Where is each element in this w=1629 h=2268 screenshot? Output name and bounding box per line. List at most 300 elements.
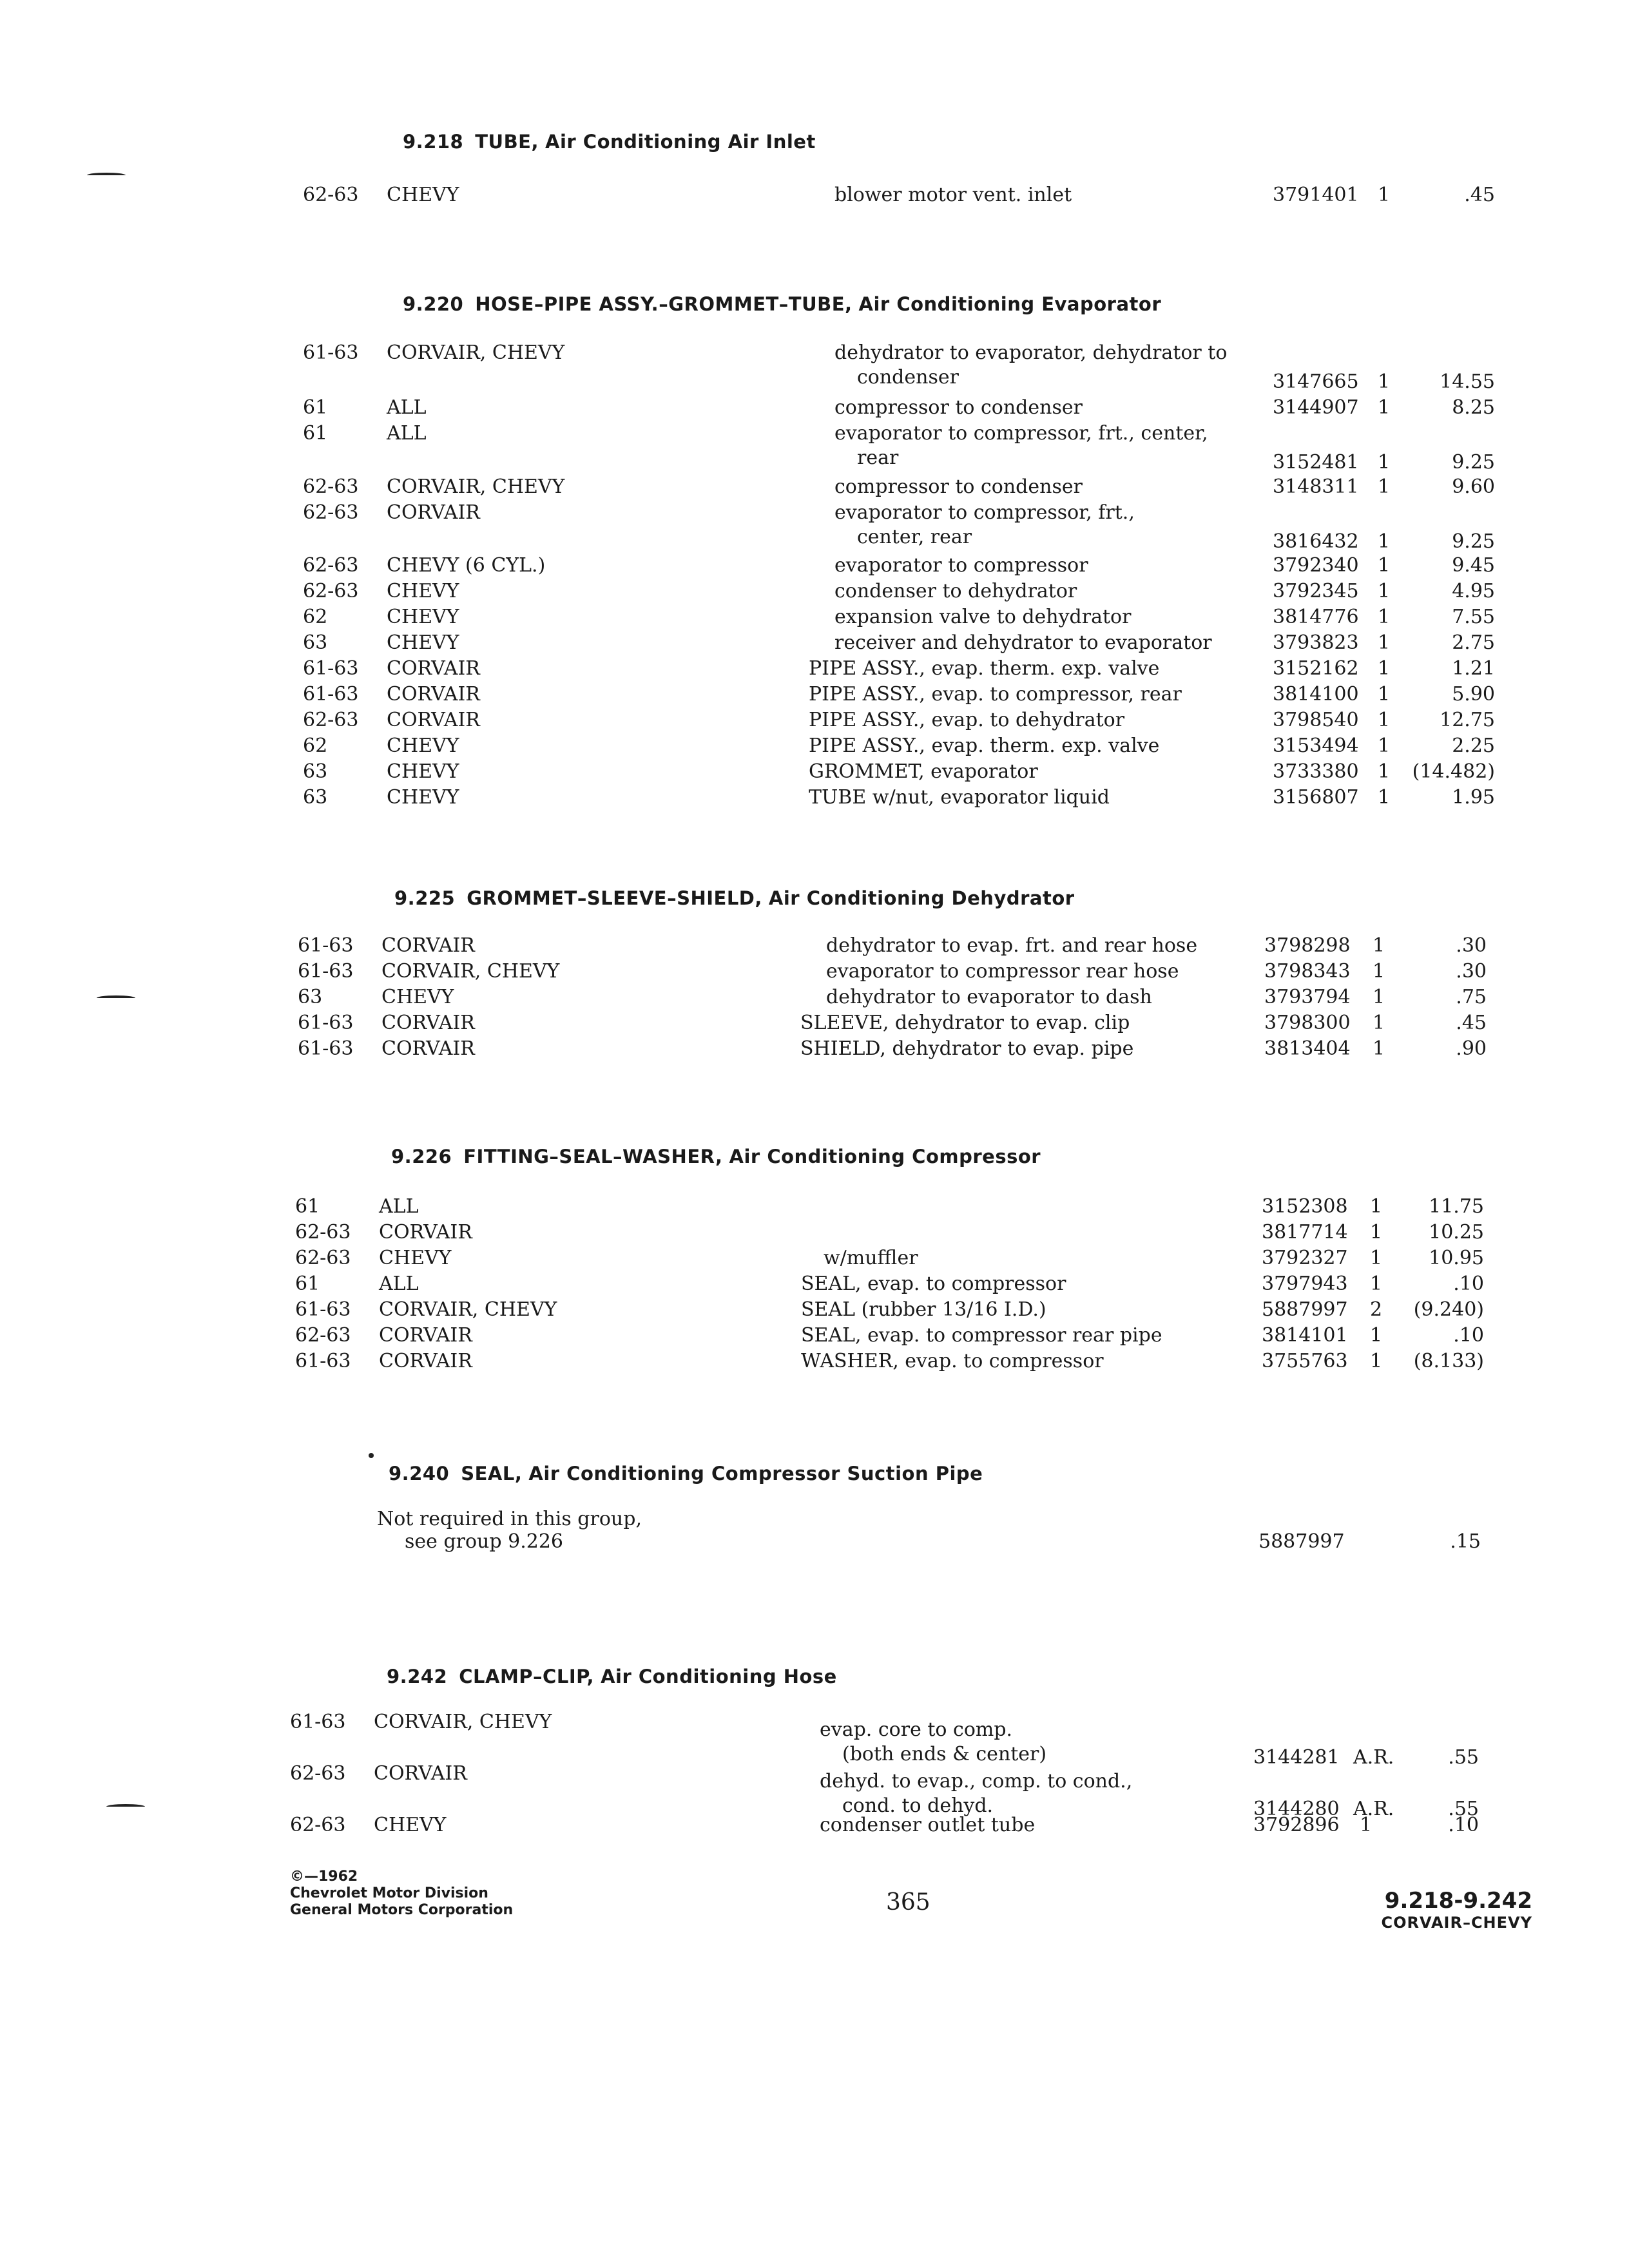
leader-dots	[491, 1012, 755, 1037]
price-cell: 8.25	[1452, 396, 1495, 419]
years-cell: 63	[303, 786, 328, 809]
quantity-cell: 1	[1378, 606, 1391, 628]
leader-dots	[461, 760, 757, 786]
model-cell: CORVAIR	[381, 1037, 475, 1060]
years-cell: 61-63	[303, 341, 359, 364]
description-cell: WASHER, evap. to compressor	[801, 1350, 1104, 1372]
leader-dots	[1083, 580, 1253, 606]
group-subtitle: Air Conditioning Compressor Suction Pipe	[528, 1463, 983, 1485]
description-cell: blower motor vent. inlet	[834, 184, 1072, 206]
years-cell: 62-63	[290, 1762, 346, 1785]
model-cell: CORVAIR	[374, 1762, 467, 1785]
part-number-cell: 3148311	[1273, 476, 1359, 498]
division-text: Chevrolet Motor Division	[290, 1885, 488, 1901]
part-number-cell: 3791401	[1273, 184, 1359, 206]
leader-dots	[456, 986, 755, 1012]
description-continuation: (both ends & center)	[842, 1743, 1047, 1765]
leader-dots	[461, 580, 757, 606]
table-row	[303, 683, 1495, 709]
leader-dots	[596, 476, 757, 501]
price-cell: .30	[1456, 960, 1487, 983]
group-number: 9.225	[394, 887, 456, 909]
leader-dots	[1083, 554, 1253, 580]
table-row	[303, 476, 1495, 501]
leader-dots	[488, 1221, 753, 1247]
leader-dots	[807, 1195, 1246, 1221]
group-number: 9.220	[403, 293, 464, 315]
leader-dots	[461, 786, 757, 812]
model-cell: CHEVY	[381, 986, 454, 1008]
margin-mark	[106, 1804, 145, 1809]
years-cell: 61-63	[298, 1012, 354, 1034]
description-continuation: condenser	[857, 366, 959, 389]
quantity-cell: 1	[1378, 580, 1391, 602]
leader-dots	[1157, 786, 1253, 812]
part-number-cell: 3144907	[1273, 396, 1359, 419]
group-title: SEAL,	[461, 1463, 523, 1485]
copyright-text: ©—1962	[290, 1869, 358, 1885]
table-row	[303, 657, 1495, 683]
price-cell: 4.95	[1452, 580, 1495, 602]
model-cell: CORVAIR, CHEVY	[387, 476, 565, 498]
quantity-cell: A.R.	[1353, 1798, 1394, 1820]
model-cell: CHEVY	[387, 735, 459, 757]
corporation-text: General Motors Corporation	[290, 1902, 514, 1918]
leader-dots	[1173, 709, 1253, 735]
leader-dots	[569, 1530, 753, 1556]
model-cell: CHEVY	[387, 606, 459, 628]
leader-dots	[1157, 606, 1253, 631]
group-heading	[389, 1463, 983, 1485]
years-cell: 62	[303, 735, 328, 757]
table-row	[298, 934, 1490, 960]
leader-dots	[432, 422, 757, 448]
table-row	[303, 735, 1495, 760]
table-row	[303, 422, 1495, 474]
leader-dots	[590, 554, 757, 580]
leader-dots	[1092, 184, 1253, 209]
description-cell: compressor to condenser	[834, 476, 1083, 498]
table-row	[303, 184, 1495, 209]
years-cell: 62-63	[303, 554, 359, 577]
table-row	[303, 709, 1495, 735]
description-cell: dehydrator to evaporator, dehydrator to	[834, 341, 1228, 364]
model-cell: CORVAIR, CHEVY	[374, 1711, 552, 1733]
description-continuation: rear	[857, 447, 899, 469]
years-cell: 63	[303, 631, 328, 654]
leader-dots	[588, 1298, 753, 1324]
leader-dots	[1047, 1814, 1244, 1840]
description-cell: SHIELD, dehydrator to evap. pipe	[800, 1037, 1134, 1060]
quantity-cell: 1	[1378, 530, 1391, 553]
quantity-cell: 1	[1378, 657, 1391, 680]
table-row	[303, 786, 1495, 812]
model-cell: CORVAIR, CHEVY	[387, 341, 565, 364]
table-row	[295, 1298, 1487, 1324]
group-title: FITTING–SEAL–WASHER,	[463, 1146, 723, 1168]
leader-dots	[992, 526, 1253, 552]
description-cell: condenser to dehydrator	[834, 580, 1077, 602]
table-row	[298, 1037, 1490, 1063]
table-row	[295, 1247, 1487, 1273]
quantity-cell: 1	[1378, 735, 1391, 757]
leader-dots	[496, 501, 757, 527]
model-cell: CHEVY	[387, 580, 459, 602]
part-number-cell: 3814101	[1262, 1324, 1348, 1347]
model-cell: CHEVY	[379, 1247, 452, 1269]
price-cell: 9.25	[1452, 451, 1495, 474]
table-row	[295, 1273, 1487, 1298]
group-title: HOSE–PIPE ASSY.–GROMMET–TUBE,	[475, 293, 853, 315]
price-cell: .45	[1464, 184, 1495, 206]
leader-dots	[451, 1814, 751, 1840]
model-cell: CORVAIR	[379, 1350, 472, 1372]
description-cell: SEAL, evap. to compressor rear pipe	[801, 1324, 1162, 1347]
table-row	[295, 1195, 1487, 1221]
price-cell: .10	[1453, 1324, 1484, 1347]
margin-mark	[87, 173, 126, 178]
footer-range	[1382, 1888, 1532, 1932]
quantity-cell: 1	[1370, 1221, 1383, 1244]
leader-dots	[438, 396, 757, 422]
quantity-cell: 1	[1378, 786, 1391, 809]
leader-dots	[1094, 1298, 1246, 1324]
leader-dots	[1126, 1350, 1246, 1376]
margin-mark	[97, 995, 135, 1001]
part-number-cell: 3813404	[1264, 1037, 1351, 1060]
table-row	[303, 760, 1495, 786]
years-cell: 62-63	[290, 1814, 346, 1836]
price-cell: (8.133)	[1413, 1350, 1484, 1372]
quantity-cell: 1	[1378, 451, 1391, 474]
model-cell: CORVAIR	[387, 501, 480, 524]
table-row	[303, 396, 1495, 422]
part-number-cell: 3755763	[1262, 1350, 1348, 1372]
price-cell: 5.90	[1452, 683, 1495, 706]
price-cell: .75	[1456, 986, 1487, 1008]
leader-dots	[586, 1711, 751, 1736]
leader-dots	[1050, 760, 1253, 786]
table-row	[295, 1350, 1487, 1376]
group-title: TUBE,	[475, 131, 539, 153]
note-continuation: see group 9.226	[405, 1530, 563, 1553]
years-cell: 63	[298, 986, 323, 1008]
years-cell: 62-63	[295, 1247, 351, 1269]
group-range: 9.218-9.242	[1384, 1888, 1532, 1914]
quantity-cell: 1	[1378, 554, 1391, 577]
quantity-cell: 1	[1373, 986, 1385, 1008]
group-number: 9.240	[389, 1463, 450, 1485]
table-row	[298, 1012, 1490, 1037]
model-line: CORVAIR–CHEVY	[1381, 1914, 1532, 1932]
part-number-cell: 3792340	[1273, 554, 1359, 577]
model-cell: CORVAIR	[379, 1324, 472, 1347]
leader-dots	[940, 1247, 1246, 1273]
model-cell: CORVAIR, CHEVY	[381, 960, 560, 983]
description-continuation: cond. to dehyd.	[842, 1794, 994, 1817]
leader-dots	[804, 1530, 1242, 1556]
price-cell: 12.75	[1440, 709, 1495, 731]
model-cell: CHEVY	[387, 184, 459, 206]
description-cell: evaporator to compressor rear hose	[826, 960, 1179, 983]
years-cell: 61-63	[303, 683, 359, 706]
price-cell: 2.25	[1452, 735, 1495, 757]
description-cell: dehydrator to evap. frt. and rear hose	[826, 934, 1198, 957]
price-cell: (9.240)	[1413, 1298, 1484, 1321]
price-cell: .90	[1456, 1037, 1487, 1060]
group-subtitle: Air Conditioning Dehydrator	[768, 887, 1075, 909]
quantity-cell: 1	[1378, 683, 1391, 706]
model-cell: CHEVY	[374, 1814, 447, 1836]
table-row	[303, 631, 1495, 657]
part-number-cell: 3814100	[1273, 683, 1359, 706]
price-cell: .15	[1450, 1530, 1481, 1553]
years-cell: 61-63	[298, 1037, 354, 1060]
part-number-cell: 3152308	[1262, 1195, 1348, 1218]
quantity-cell: 1	[1370, 1195, 1383, 1218]
group-title: CLAMP–CLIP,	[459, 1666, 595, 1687]
table-row	[295, 1324, 1487, 1350]
part-number-cell: 3793794	[1264, 986, 1351, 1008]
price-cell: .55	[1448, 1746, 1479, 1769]
price-cell: 14.55	[1440, 370, 1495, 393]
table-row	[298, 960, 1490, 986]
leader-dots	[976, 366, 1253, 392]
leader-dots	[430, 1273, 753, 1298]
part-number-cell: 3792345	[1273, 580, 1359, 602]
model-cell: ALL	[379, 1195, 419, 1218]
bullet-mark	[369, 1453, 374, 1458]
price-cell: 7.55	[1452, 606, 1495, 628]
price-cell: 10.25	[1429, 1221, 1484, 1244]
leader-dots	[496, 709, 757, 735]
group-subtitle: Air Conditioning Compressor	[729, 1146, 1041, 1168]
quantity-cell: 1	[1378, 631, 1391, 654]
part-number-cell: 3797943	[1262, 1273, 1348, 1295]
part-number-cell: 3798540	[1273, 709, 1359, 731]
part-number-cell: 5887997	[1258, 1530, 1345, 1553]
leader-dots	[1083, 476, 1253, 501]
description-cell: PIPE ASSY., evap. to compressor, rear	[809, 683, 1182, 706]
description-cell: dehydrator to evaporator to dash	[826, 986, 1152, 1008]
years-cell: 61-63	[298, 934, 354, 957]
table-row	[303, 341, 1495, 393]
years-cell: 62-63	[303, 184, 359, 206]
description-cell: evaporator to compressor, frt., center,	[834, 422, 1208, 445]
price-cell: 1.95	[1452, 786, 1495, 809]
description-cell: PIPE ASSY., evap. therm. exp. valve	[809, 735, 1160, 757]
price-cell: .30	[1456, 934, 1487, 957]
years-cell: 61-63	[295, 1350, 351, 1372]
quantity-cell: 1	[1370, 1350, 1383, 1372]
quantity-cell: 1	[1370, 1273, 1383, 1295]
quantity-cell: 1	[1373, 934, 1385, 957]
table-row	[303, 606, 1495, 631]
leader-dots	[591, 960, 755, 986]
group-subtitle: Air Conditioning Evaporator	[858, 293, 1162, 315]
quantity-cell: 1	[1360, 1814, 1373, 1836]
model-cell: ALL	[387, 422, 427, 445]
quantity-cell: 1	[1378, 370, 1391, 393]
model-cell: CORVAIR, CHEVY	[379, 1298, 557, 1321]
years-cell: 62-63	[303, 501, 359, 524]
part-number-cell: 3817714	[1262, 1221, 1348, 1244]
part-number-cell: 3792896	[1253, 1814, 1340, 1836]
leader-dots	[905, 447, 1253, 472]
part-number-cell: 3798298	[1264, 934, 1351, 957]
table-row	[295, 1221, 1487, 1247]
description-cell: compressor to condenser	[834, 396, 1083, 419]
leader-dots	[461, 606, 757, 631]
years-cell: 62-63	[295, 1221, 351, 1244]
price-cell: 10.95	[1429, 1247, 1484, 1269]
leader-dots	[496, 683, 757, 709]
description-cell: receiver and dehydrator to evaporator	[834, 631, 1212, 654]
leader-dots	[461, 735, 757, 760]
description-cell: TUBE w/nut, evaporator liquid	[809, 786, 1110, 809]
model-cell: CORVAIR	[387, 657, 480, 680]
quantity-cell: A.R.	[1353, 1746, 1394, 1769]
description-cell: SLEEVE, dehydrator to evap. clip	[800, 1012, 1130, 1034]
table-row	[290, 1762, 1482, 1820]
quantity-cell: 1	[1378, 184, 1391, 206]
years-cell: 61	[295, 1273, 320, 1295]
description-cell: evaporator to compressor	[834, 554, 1088, 577]
model-cell: ALL	[387, 396, 427, 419]
part-number-cell: 3798300	[1264, 1012, 1351, 1034]
part-number-cell: 3147665	[1273, 370, 1359, 393]
years-cell: 61-63	[295, 1298, 351, 1321]
description-cell: PIPE ASSY., evap. therm. exp. valve	[809, 657, 1160, 680]
years-cell: 62-63	[303, 476, 359, 498]
years-cell: 62-63	[303, 580, 359, 602]
part-number-cell: 3144281	[1253, 1746, 1340, 1769]
price-cell: 9.45	[1452, 554, 1495, 577]
years-cell: 63	[303, 760, 328, 783]
quantity-cell: 1	[1373, 1037, 1385, 1060]
description-cell: condenser outlet tube	[820, 1814, 1036, 1836]
price-cell: .45	[1456, 1012, 1487, 1034]
leader-dots	[461, 631, 757, 657]
group-subtitle: Air Conditioning Air Inlet	[545, 131, 816, 153]
price-cell: (14.482)	[1412, 760, 1495, 783]
years-cell: 61-63	[298, 960, 354, 983]
description-cell: SEAL (rubber 13/16 I.D.)	[801, 1298, 1046, 1321]
leader-dots	[1094, 1273, 1246, 1298]
group-note: Not required in this group,	[377, 1508, 642, 1530]
price-cell: 1.21	[1452, 657, 1495, 680]
model-cell: CORVAIR	[381, 1012, 475, 1034]
page-number: 365	[886, 1889, 930, 1916]
price-cell: 9.25	[1452, 530, 1495, 553]
group-number: 9.226	[391, 1146, 452, 1168]
part-number-cell: 3733380	[1273, 760, 1359, 783]
years-cell: 61	[295, 1195, 320, 1218]
leader-dots	[491, 1037, 755, 1063]
price-cell: .10	[1453, 1273, 1484, 1295]
description-continuation: center, rear	[857, 526, 972, 548]
part-number-cell: 3144280	[1253, 1798, 1340, 1820]
part-number-cell: 3798343	[1264, 960, 1351, 983]
leader-dots	[487, 1762, 751, 1788]
part-number-cell: 3792327	[1262, 1247, 1348, 1269]
footer-imprint	[290, 1869, 513, 1919]
description-cell: GROMMET, evaporator	[809, 760, 1038, 783]
leader-dots	[430, 1195, 753, 1221]
leader-dots	[488, 1350, 753, 1376]
years-cell: 62-63	[295, 1324, 351, 1347]
group-number: 9.242	[387, 1666, 448, 1687]
table-row	[290, 1814, 1482, 1840]
model-cell: CHEVY	[387, 786, 459, 809]
part-number-cell: 3152481	[1273, 451, 1359, 474]
description-cell: PIPE ASSY., evap. to dehydrator	[809, 709, 1125, 731]
table-row	[295, 1530, 1487, 1556]
group-number: 9.218	[403, 131, 464, 153]
group-heading	[391, 1146, 1041, 1168]
group-heading	[394, 887, 1075, 909]
description-cell: evaporator to compressor, frt.,	[834, 501, 1135, 524]
part-number-cell: 3152162	[1273, 657, 1359, 680]
leader-dots	[1083, 396, 1253, 422]
part-number-cell: 3153494	[1273, 735, 1359, 757]
part-number-cell: 3156807	[1273, 786, 1359, 809]
group-heading	[403, 131, 816, 153]
years-cell: 61-63	[290, 1711, 346, 1733]
part-number-cell: 3793823	[1273, 631, 1359, 654]
years-cell: 61	[303, 396, 328, 419]
years-cell: 61-63	[303, 657, 359, 680]
price-cell: 2.75	[1452, 631, 1495, 654]
years-cell: 62-63	[303, 709, 359, 731]
table-row	[303, 501, 1495, 553]
model-cell: CORVAIR	[387, 683, 480, 706]
group-heading	[387, 1666, 837, 1687]
leader-dots	[491, 934, 755, 960]
price-cell: 11.75	[1429, 1195, 1484, 1218]
group-subtitle: Air Conditioning Hose	[601, 1666, 837, 1687]
description-cell: w/muffler	[824, 1247, 918, 1269]
table-row	[298, 986, 1490, 1012]
description-cell: dehyd. to evap., comp. to cond.,	[820, 1770, 1133, 1792]
model-cell: CHEVY	[387, 631, 459, 654]
price-cell: .55	[1448, 1798, 1479, 1820]
table-row	[303, 554, 1495, 580]
table-row	[290, 1711, 1482, 1769]
price-cell: 9.60	[1452, 476, 1495, 498]
description-cell: SEAL, evap. to compressor	[801, 1273, 1066, 1295]
quantity-cell: 1	[1378, 760, 1391, 783]
leader-dots	[496, 657, 757, 683]
part-number-cell: 5887997	[1262, 1298, 1348, 1321]
group-heading	[403, 293, 1161, 315]
description-cell: expansion valve to dehydrator	[834, 606, 1132, 628]
model-cell: CORVAIR	[379, 1221, 472, 1244]
part-number-cell: 3816432	[1273, 530, 1359, 553]
leader-dots	[477, 184, 760, 209]
group-title: GROMMET–SLEEVE–SHIELD,	[467, 887, 762, 909]
quantity-cell: 1	[1378, 476, 1391, 498]
leader-dots	[453, 1247, 753, 1273]
quantity-cell: 1	[1370, 1247, 1383, 1269]
leader-dots	[596, 341, 757, 367]
model-cell: CORVAIR	[381, 934, 475, 957]
quantity-cell: 1	[1373, 960, 1385, 983]
description-cell: evap. core to comp.	[820, 1718, 1013, 1741]
quantity-cell: 1	[1370, 1324, 1383, 1347]
quantity-cell: 1	[1373, 1012, 1385, 1034]
model-cell: ALL	[379, 1273, 419, 1295]
